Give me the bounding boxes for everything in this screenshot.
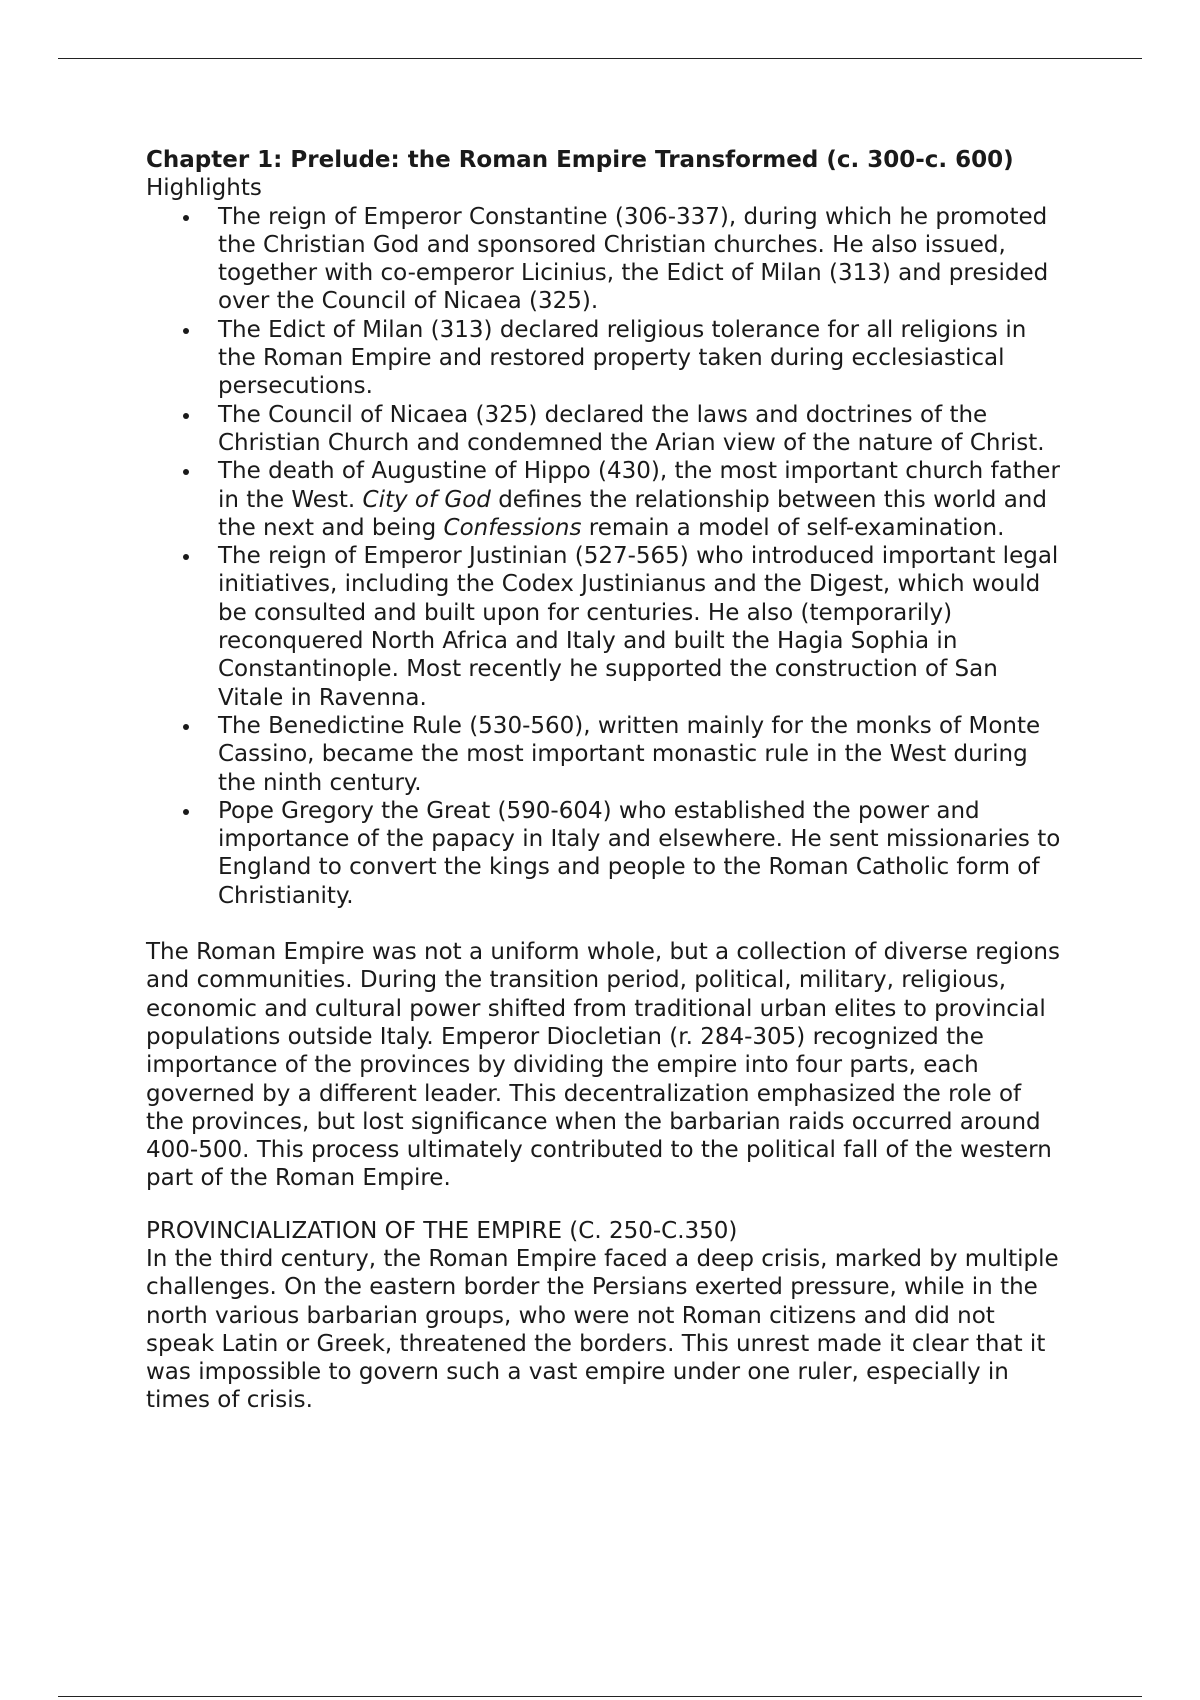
header-rule: [58, 58, 1142, 59]
section-paragraph: In the third century, the Roman Empire faced a deep crisis, marked by multiple challenges. On the eastern border the Persians exerted pressure, while in the north various barbarian groups, who were not Roman citizens and did not speak Latin or Greek, threatened the borders. This unrest made it clear that it was impossible to govern such a vast empire under one ruler, especially in times of crisis.: [146, 1245, 1059, 1414]
book-title: Confessions: [443, 514, 582, 541]
highlight-item: [218, 316, 1066, 401]
highlights-list: [146, 203, 1066, 910]
book-title: City of God: [362, 486, 491, 513]
highlights-label: Highlights: [146, 175, 262, 202]
document-body: [146, 146, 1066, 1415]
highlight-item: [218, 401, 1066, 458]
highlight-text: The death of Augustine of Hippo (430), the most important church father in the West.: [218, 458, 1060, 513]
highlight-item: [218, 457, 1066, 542]
chapter-title: Chapter 1: Prelude: the Roman Empire Transformed (c. 300-c. 600): [146, 147, 1014, 173]
highlight-item: [218, 203, 1066, 316]
highlight-text: defines the relationship between this world and the next and being: [218, 486, 1047, 541]
highlight-text: The Council of Nicaea (325) declared the laws and doctrines of the Christian Church and condemned the Arian view of the nature of Christ.: [218, 401, 1045, 456]
highlight-text: The reign of Emperor Justinian (527-565) who introduced important legal initiatives, including the Codex Justinianus and the Digest, which would be consulted and built upon for centuries. He also (temporarily) reconquered North Africa and Italy and built the Hagia Sophia in Constantinople. Most recently he supported the construction of San Vitale in Ravenna.: [218, 543, 1059, 711]
intro-paragraph: The Roman Empire was not a uniform whole, but a collection of diverse regions and communities. During the transition period, political, military, religious, economic and cultural power shifted from traditional urban elites to provincial populations outside Italy. Emperor Diocletian (r. 284-305) recognized the importance of the provinces by dividing the empire into four parts, each governed by a different leader. This decentralization emphasized the role of the provinces, but lost significance when the barbarian raids occurred around 400-500. This process ultimately contributed to the political fall of the western part of the Roman Empire.: [146, 939, 1060, 1192]
highlight-text: The Edict of Milan (313) declared religious tolerance for all religions in the Roman Empire and restored property taken during ecclesiastical persecutions.: [218, 316, 1027, 400]
highlight-item: [218, 542, 1066, 712]
section-heading: PROVINCIALIZATION OF THE EMPIRE (C. 250-C.350): [146, 1217, 738, 1244]
highlight-item: [218, 797, 1066, 910]
footer-rule: [58, 1696, 1142, 1697]
highlight-text: Pope Gregory the Great (590-604) who established the power and importance of the papacy in Italy and elsewhere. He sent missionaries to England to convert the kings and people to the Roman Catholic form of Christianity.: [218, 797, 1061, 909]
highlight-text: remain a model of self-examination.: [581, 514, 1005, 541]
highlight-text: The reign of Emperor Constantine (306-337), during which he promoted the Christian God and sponsored Christian churches. He also issued, together with co-emperor Licinius, the Edict of Milan (313) and presided over the Council of Nicaea (325).: [218, 203, 1049, 315]
highlight-item: [218, 712, 1066, 797]
highlight-text: The Benedictine Rule (530-560), written mainly for the monks of Monte Cassino, became the most important monastic rule in the West during the ninth century.: [218, 712, 1041, 796]
